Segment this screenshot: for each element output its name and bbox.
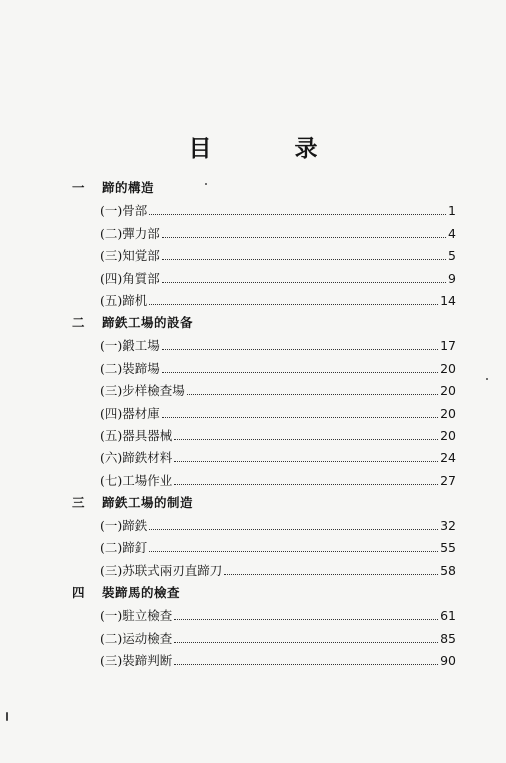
toc-entry-title: (七)工場作业: [100, 472, 173, 488]
toc-entry-page: 20: [440, 405, 456, 421]
dot-leader: [174, 642, 438, 643]
toc-entry-page: 90: [440, 653, 456, 669]
toc-entry-page: 5: [448, 248, 456, 264]
scan-speck: [205, 183, 207, 185]
toc-entry: [0, 627, 506, 649]
toc-entry: [0, 425, 506, 447]
chapter-title: 蹄的構造: [102, 180, 155, 195]
dot-leader: [224, 574, 438, 575]
chapter-title: 蹄鉄工場的設备: [102, 314, 194, 330]
dot-leader: [174, 619, 438, 620]
toc-entry-page: 27: [440, 472, 456, 488]
chapter-title: 蹄鉄工場的制造: [102, 494, 194, 510]
chapter-number: 四: [72, 584, 85, 600]
toc-entry-title: (六)蹄鉄材料: [100, 450, 173, 466]
toc-entry-title: (三)裝蹄判断: [100, 653, 173, 669]
dot-leader: [162, 372, 438, 373]
toc-entry-title: (一)鍛工場: [100, 338, 160, 354]
dot-leader: [149, 529, 438, 530]
toc-entry-page: 20: [440, 360, 456, 376]
toc-entry: [0, 469, 506, 491]
toc-entry-title: (五)蹄机: [100, 292, 148, 308]
toc-entry: [0, 335, 506, 357]
toc-entry-title: (三)苏联式兩刃直蹄刀: [100, 562, 223, 578]
toc-entry: [0, 357, 506, 379]
table-of-contents: [0, 177, 506, 672]
toc-entry-page: 58: [440, 562, 456, 578]
chapter-title: 裝蹄馬的檢查: [102, 584, 181, 600]
scan-speck: [486, 378, 488, 380]
chapter-number: 二: [72, 314, 85, 330]
toc-entry: [0, 200, 506, 222]
toc-entry: [0, 380, 506, 402]
toc-entry-title: (三)知覚部: [100, 248, 160, 264]
toc-entry-title: (二)裝蹄場: [100, 360, 160, 376]
toc-entry-title: (五)器具器械: [100, 427, 173, 443]
toc-entry: [0, 267, 506, 289]
toc-entry-page: 20: [440, 383, 456, 399]
toc-entry-title: (二)运动檢查: [100, 630, 173, 646]
toc-entry-page: 4: [448, 225, 456, 241]
toc-entry: [0, 222, 506, 244]
toc-entry-page: 32: [440, 518, 456, 534]
toc-entry-title: (一)骨部: [100, 203, 148, 219]
toc-entry-title: (四)角質部: [100, 270, 160, 286]
dot-leader: [174, 439, 438, 440]
toc-entry-title: (二)蹄釘: [100, 540, 148, 556]
dot-leader: [174, 461, 438, 462]
toc-entry-title: (一)駐立檢查: [100, 608, 173, 624]
toc-entry-page: 55: [440, 540, 456, 556]
toc-entry: [0, 402, 506, 424]
dot-leader: [162, 259, 446, 260]
chapter-heading: [0, 492, 506, 515]
toc-entry: [0, 650, 506, 672]
dot-leader: [162, 237, 446, 238]
dot-leader: [162, 282, 446, 283]
chapter-number: 三: [72, 494, 85, 510]
dot-leader: [162, 349, 438, 350]
chapter-heading: [0, 177, 506, 200]
chapter-heading: [0, 582, 506, 605]
dot-leader: [149, 551, 438, 552]
dot-leader: [162, 417, 438, 418]
toc-entry-page: 61: [440, 608, 456, 624]
scan-speck: [6, 712, 8, 721]
toc-entry: [0, 537, 506, 559]
dot-leader: [174, 664, 438, 665]
toc-entry-page: 9: [448, 270, 456, 286]
toc-entry-title: (四)器材庫: [100, 405, 160, 421]
toc-entry: [0, 559, 506, 581]
dot-leader: [149, 304, 438, 305]
toc-entry: [0, 605, 506, 627]
chapter-number: 一: [72, 180, 85, 195]
dot-leader: [187, 394, 438, 395]
toc-entry-page: 14: [440, 292, 456, 308]
dot-leader: [149, 214, 446, 215]
chapter-heading: [0, 312, 506, 335]
toc-entry-page: 85: [440, 630, 456, 646]
toc-entry-title: (三)步样檢查場: [100, 383, 185, 399]
toc-entry-page: 17: [440, 338, 456, 354]
page-title: 目 录: [188, 136, 348, 162]
toc-entry: [0, 290, 506, 312]
toc-entry: [0, 515, 506, 537]
toc-entry-page: 1: [448, 203, 456, 219]
toc-entry-title: (二)彈力部: [100, 225, 160, 241]
toc-entry-title: (一)蹄鉄: [100, 518, 148, 534]
toc-entry: [0, 447, 506, 469]
toc-entry-page: 24: [440, 450, 456, 466]
toc-entry: [0, 245, 506, 267]
dot-leader: [174, 484, 438, 485]
toc-entry-page: 20: [440, 427, 456, 443]
